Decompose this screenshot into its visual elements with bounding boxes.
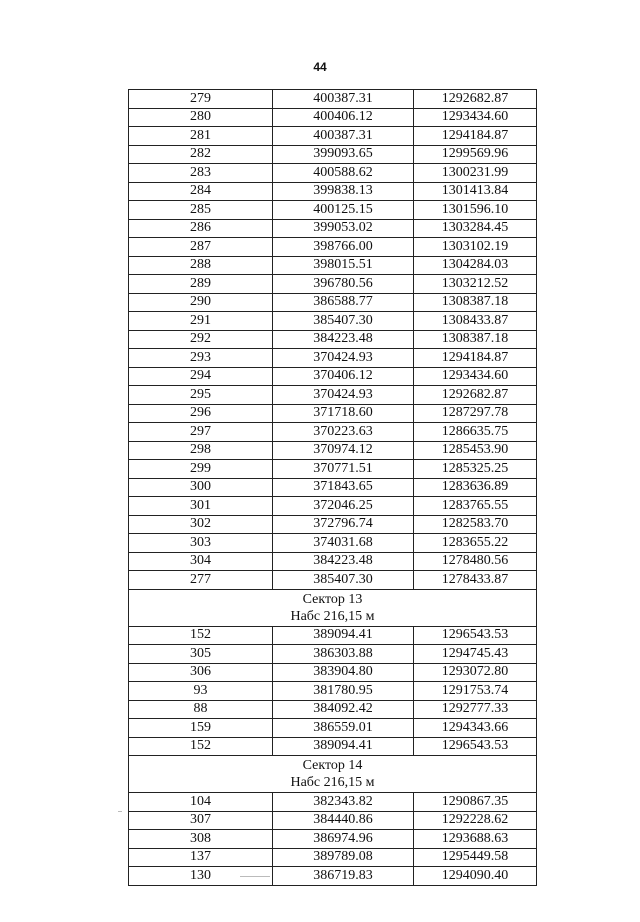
table-row	[129, 737, 537, 756]
x-coordinate-cell: 385407.30	[273, 571, 414, 590]
point-number-cell: 93	[129, 682, 273, 701]
x-coordinate-cell: 389094.41	[273, 737, 414, 756]
y-coordinate-cell: 1296543.53	[414, 626, 537, 645]
table-row	[129, 219, 537, 238]
x-coordinate-cell: 389094.41	[273, 626, 414, 645]
point-number-cell: 152	[129, 737, 273, 756]
y-coordinate-cell: 1285325.25	[414, 460, 537, 479]
table-row	[129, 108, 537, 127]
point-number-cell: 301	[129, 497, 273, 516]
table-row	[129, 312, 537, 331]
table-row	[129, 145, 537, 164]
x-coordinate-cell: 399093.65	[273, 145, 414, 164]
y-coordinate-cell: 1303212.52	[414, 275, 537, 294]
y-coordinate-cell: 1301413.84	[414, 182, 537, 201]
y-coordinate-cell: 1308433.87	[414, 312, 537, 331]
table-row	[129, 534, 537, 553]
point-number-cell: 294	[129, 367, 273, 386]
table-row	[129, 330, 537, 349]
x-coordinate-cell: 400406.12	[273, 108, 414, 127]
y-coordinate-cell: 1294343.66	[414, 719, 537, 738]
x-coordinate-cell: 400387.31	[273, 90, 414, 109]
table-row	[129, 256, 537, 275]
x-coordinate-cell: 381780.95	[273, 682, 414, 701]
point-number-cell: 298	[129, 441, 273, 460]
point-number-cell: 291	[129, 312, 273, 331]
table-row	[129, 867, 537, 886]
y-coordinate-cell: 1290867.35	[414, 793, 537, 812]
point-number-cell: 281	[129, 127, 273, 146]
y-coordinate-cell: 1278480.56	[414, 552, 537, 571]
table-row	[129, 460, 537, 479]
point-number-cell: 282	[129, 145, 273, 164]
point-number-cell: 304	[129, 552, 273, 571]
x-coordinate-cell: 383904.80	[273, 663, 414, 682]
table-row	[129, 238, 537, 257]
table-row	[129, 682, 537, 701]
table-row	[129, 793, 537, 812]
scan-mark	[118, 811, 122, 812]
point-number-cell: 300	[129, 478, 273, 497]
x-coordinate-cell: 398015.51	[273, 256, 414, 275]
sector-header-row	[129, 756, 537, 793]
point-number-cell: 307	[129, 811, 273, 830]
point-number-cell: 289	[129, 275, 273, 294]
x-coordinate-cell: 400387.31	[273, 127, 414, 146]
x-coordinate-cell: 384092.42	[273, 700, 414, 719]
point-number-cell: 283	[129, 164, 273, 183]
x-coordinate-cell: 399838.13	[273, 182, 414, 201]
point-number-cell: 287	[129, 238, 273, 257]
x-coordinate-cell: 399053.02	[273, 219, 414, 238]
point-number-cell: 279	[129, 90, 273, 109]
sector-header-row	[129, 589, 537, 626]
page-number: 44	[313, 60, 327, 74]
y-coordinate-cell: 1283765.55	[414, 497, 537, 516]
point-number-cell: 286	[129, 219, 273, 238]
point-number-cell: 303	[129, 534, 273, 553]
y-coordinate-cell: 1293072.80	[414, 663, 537, 682]
point-number-cell: 280	[129, 108, 273, 127]
x-coordinate-cell: 384440.86	[273, 811, 414, 830]
table-row	[129, 275, 537, 294]
table-row	[129, 626, 537, 645]
x-coordinate-cell: 370771.51	[273, 460, 414, 479]
y-coordinate-cell: 1296543.53	[414, 737, 537, 756]
table-row	[129, 515, 537, 534]
table-row	[129, 663, 537, 682]
x-coordinate-cell: 370974.12	[273, 441, 414, 460]
coordinates-table	[128, 89, 537, 886]
x-coordinate-cell: 370406.12	[273, 367, 414, 386]
point-number-cell: 284	[129, 182, 273, 201]
point-number-cell: 88	[129, 700, 273, 719]
point-number-cell: 137	[129, 848, 273, 867]
sector-height: Набс 216,15 м	[290, 608, 375, 624]
y-coordinate-cell: 1293434.60	[414, 367, 537, 386]
x-coordinate-cell: 372796.74	[273, 515, 414, 534]
x-coordinate-cell: 374031.68	[273, 534, 414, 553]
x-coordinate-cell: 386303.88	[273, 645, 414, 664]
x-coordinate-cell: 386974.96	[273, 830, 414, 849]
point-number-cell: 159	[129, 719, 273, 738]
point-number-cell: 299	[129, 460, 273, 479]
table-row	[129, 811, 537, 830]
sector-title: Сектор 14	[302, 758, 363, 773]
table-row	[129, 349, 537, 368]
point-number-cell: 305	[129, 645, 273, 664]
y-coordinate-cell: 1278433.87	[414, 571, 537, 590]
table-row	[129, 830, 537, 849]
table-row	[129, 367, 537, 386]
x-coordinate-cell: 398766.00	[273, 238, 414, 257]
y-coordinate-cell: 1294745.43	[414, 645, 537, 664]
sector-title: Сектор 13	[302, 591, 363, 607]
point-number-cell: 295	[129, 386, 273, 405]
sector-header-cell	[129, 756, 537, 793]
sector-height: Набс 216,15 м	[290, 775, 375, 790]
y-coordinate-cell: 1295449.58	[414, 848, 537, 867]
y-coordinate-cell: 1291753.74	[414, 682, 537, 701]
y-coordinate-cell: 1299569.96	[414, 145, 537, 164]
sector-header-cell	[129, 589, 537, 626]
table-row	[129, 441, 537, 460]
point-number-cell: 293	[129, 349, 273, 368]
x-coordinate-cell: 372046.25	[273, 497, 414, 516]
x-coordinate-cell: 385407.30	[273, 312, 414, 331]
point-number-cell: 306	[129, 663, 273, 682]
point-number-cell: 302	[129, 515, 273, 534]
table-row	[129, 127, 537, 146]
table-row	[129, 552, 537, 571]
table-row	[129, 848, 537, 867]
point-number-cell: 288	[129, 256, 273, 275]
y-coordinate-cell: 1294184.87	[414, 127, 537, 146]
table-row	[129, 90, 537, 109]
y-coordinate-cell: 1285453.90	[414, 441, 537, 460]
x-coordinate-cell: 384223.48	[273, 330, 414, 349]
x-coordinate-cell: 400588.62	[273, 164, 414, 183]
x-coordinate-cell: 370223.63	[273, 423, 414, 442]
y-coordinate-cell: 1292682.87	[414, 386, 537, 405]
point-number-cell: 308	[129, 830, 273, 849]
table-row	[129, 719, 537, 738]
y-coordinate-cell: 1286635.75	[414, 423, 537, 442]
point-number-cell: 277	[129, 571, 273, 590]
point-number-cell: 130	[129, 867, 273, 886]
y-coordinate-cell: 1294090.40	[414, 867, 537, 886]
x-coordinate-cell: 400125.15	[273, 201, 414, 220]
y-coordinate-cell: 1292777.33	[414, 700, 537, 719]
y-coordinate-cell: 1300231.99	[414, 164, 537, 183]
y-coordinate-cell: 1292682.87	[414, 90, 537, 109]
point-number-cell: 152	[129, 626, 273, 645]
point-number-cell: 290	[129, 293, 273, 312]
table-row	[129, 293, 537, 312]
y-coordinate-cell: 1283636.89	[414, 478, 537, 497]
x-coordinate-cell: 386588.77	[273, 293, 414, 312]
coordinates-table-body	[129, 90, 537, 886]
table-row	[129, 571, 537, 590]
y-coordinate-cell: 1293688.63	[414, 830, 537, 849]
table-row	[129, 201, 537, 220]
y-coordinate-cell: 1304284.03	[414, 256, 537, 275]
y-coordinate-cell: 1294184.87	[414, 349, 537, 368]
x-coordinate-cell: 389789.08	[273, 848, 414, 867]
y-coordinate-cell: 1283655.22	[414, 534, 537, 553]
table-row	[129, 386, 537, 405]
table-row	[129, 182, 537, 201]
table-row	[129, 645, 537, 664]
point-number-cell: 296	[129, 404, 273, 423]
y-coordinate-cell: 1308387.18	[414, 293, 537, 312]
x-coordinate-cell: 370424.93	[273, 349, 414, 368]
table-row	[129, 423, 537, 442]
x-coordinate-cell: 371718.60	[273, 404, 414, 423]
y-coordinate-cell: 1282583.70	[414, 515, 537, 534]
y-coordinate-cell: 1303102.19	[414, 238, 537, 257]
point-number-cell: 297	[129, 423, 273, 442]
table-row	[129, 478, 537, 497]
y-coordinate-cell: 1308387.18	[414, 330, 537, 349]
y-coordinate-cell: 1293434.60	[414, 108, 537, 127]
x-coordinate-cell: 370424.93	[273, 386, 414, 405]
x-coordinate-cell: 396780.56	[273, 275, 414, 294]
y-coordinate-cell: 1301596.10	[414, 201, 537, 220]
x-coordinate-cell: 386719.83	[273, 867, 414, 886]
table-row	[129, 404, 537, 423]
x-coordinate-cell: 382343.82	[273, 793, 414, 812]
point-number-cell: 104	[129, 793, 273, 812]
x-coordinate-cell: 386559.01	[273, 719, 414, 738]
x-coordinate-cell: 384223.48	[273, 552, 414, 571]
table-row	[129, 700, 537, 719]
table-row	[129, 497, 537, 516]
y-coordinate-cell: 1292228.62	[414, 811, 537, 830]
point-number-cell: 292	[129, 330, 273, 349]
y-coordinate-cell: 1303284.45	[414, 219, 537, 238]
scan-mark	[240, 876, 270, 877]
point-number-cell: 285	[129, 201, 273, 220]
y-coordinate-cell: 1287297.78	[414, 404, 537, 423]
x-coordinate-cell: 371843.65	[273, 478, 414, 497]
table-row	[129, 164, 537, 183]
